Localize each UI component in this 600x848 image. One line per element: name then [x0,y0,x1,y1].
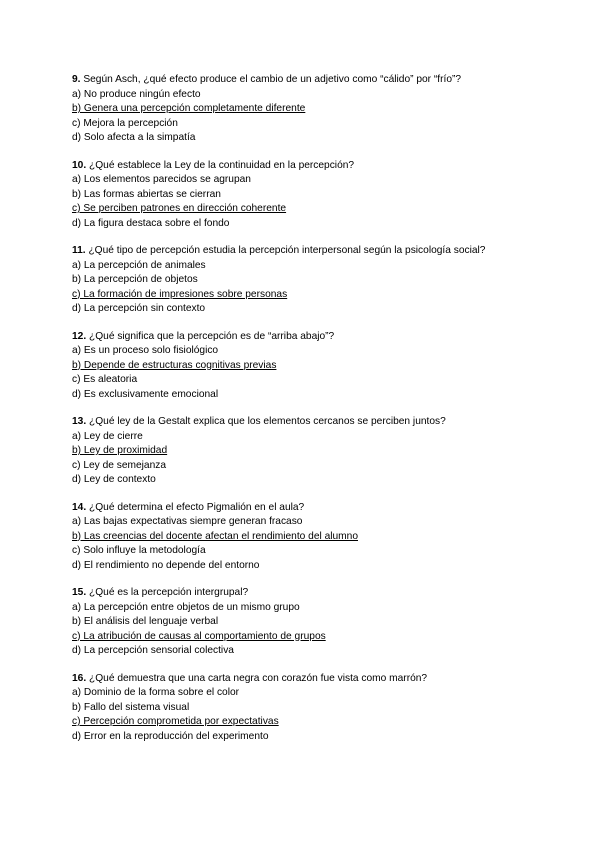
question-text: ¿Qué determina el efecto Pigmalión en el aula? [89,501,305,513]
answer-option: b) Fallo del sistema visual [72,701,190,713]
question-text: ¿Qué significa que la percepción es de “arriba abajo”? [89,330,335,342]
question-text: ¿Qué es la percepción intergrupal? [89,587,249,598]
answer-option-correct: b) Depende de estructuras cognitivas previas [72,359,277,371]
question-number: 14. [72,501,87,513]
question-block [72,330,552,403]
answer-option-correct: c) Se perciben patrones en dirección coherente [72,203,287,214]
answer-option: d) El rendimiento no depende del entorno [72,559,260,571]
answer-option: b) El análisis del lenguaje verbal [72,616,219,627]
answer-option: d) Ley de contexto [72,474,156,485]
answer-option: b) Las formas abiertas se cierran [72,188,221,200]
question-line [72,415,552,430]
question-block [72,244,552,317]
question-line [72,586,552,601]
question-block [72,73,552,146]
answer-option: a) Las bajas expectativas siempre generan fracaso [72,516,303,527]
answer-option: c) Mejora la percepción [72,117,178,129]
question-number: 15. [72,587,87,598]
answer-option: d) La figura destaca sobre el fondo [72,217,230,229]
question-number: 16. [72,672,87,684]
answer-option: a) La percepción entre objetos de un mismo grupo [72,601,300,613]
question-text: ¿Qué demuestra que una carta negra con corazón fue vista como marrón? [89,672,428,684]
question-number: 11. [72,245,86,256]
question-list [72,73,552,757]
question-line [72,159,552,174]
answer-option: a) Dominio de la forma sobre el color [72,687,240,698]
question-line [72,73,552,88]
question-line [72,501,552,516]
answer-option: d) Es exclusivamente emocional [72,388,219,400]
answer-option: a) La percepción de animales [72,259,206,271]
question-number: 12. [72,330,87,342]
question-number: 13. [72,416,87,427]
question-number: 9. [72,74,81,85]
question-text: ¿Qué establece la Ley de la continuidad en la percepción? [89,159,355,171]
answer-option: c) Es aleatoria [72,374,138,385]
answer-option-correct: b) Ley de proximidad [72,445,168,456]
question-text: ¿Qué ley de la Gestalt explica que los elementos cercanos se perciben juntos? [89,416,446,427]
answer-option: d) Solo afecta a la simpatía [72,132,196,143]
answer-option: b) La percepción de objetos [72,274,198,285]
question-number: 10. [72,159,87,171]
question-block [72,415,552,488]
question-line [72,672,552,687]
question-line [72,330,552,345]
answer-option-correct: c) La atribución de causas al comportamiento de grupos [72,630,326,642]
answer-option: a) No produce ningún efecto [72,88,201,100]
answer-option: d) La percepción sin contexto [72,303,206,314]
question-text: ¿Qué tipo de percepción estudia la percepción interpersonal según la psicología social? [88,245,486,256]
answer-option: a) Es un proceso solo fisiológico [72,345,219,356]
answer-option: d) La percepción sensorial colectiva [72,645,234,656]
answer-option-correct: c) La formación de impresiones sobre personas [72,288,288,300]
question-line [72,244,552,259]
answer-option-correct: b) Genera una percepción completamente diferente [72,103,306,114]
answer-option: c) Ley de semejanza [72,459,167,471]
question-block [72,159,552,232]
answer-option-correct: c) Percepción comprometida por expectativas [72,716,279,727]
question-block [72,586,552,659]
answer-option: d) Error en la reproducción del experimento [72,730,269,742]
question-text: Según Asch, ¿qué efecto produce el cambio de un adjetivo como “cálido” por “frío”? [83,74,462,85]
answer-option-correct: b) Las creencias del docente afectan el rendimiento del alumno [72,530,358,542]
answer-option: c) Solo influye la metodología [72,545,206,556]
question-block [72,672,552,745]
question-block [72,501,552,574]
answer-option: a) Los elementos parecidos se agrupan [72,174,251,185]
answer-option: a) Ley de cierre [72,430,143,442]
